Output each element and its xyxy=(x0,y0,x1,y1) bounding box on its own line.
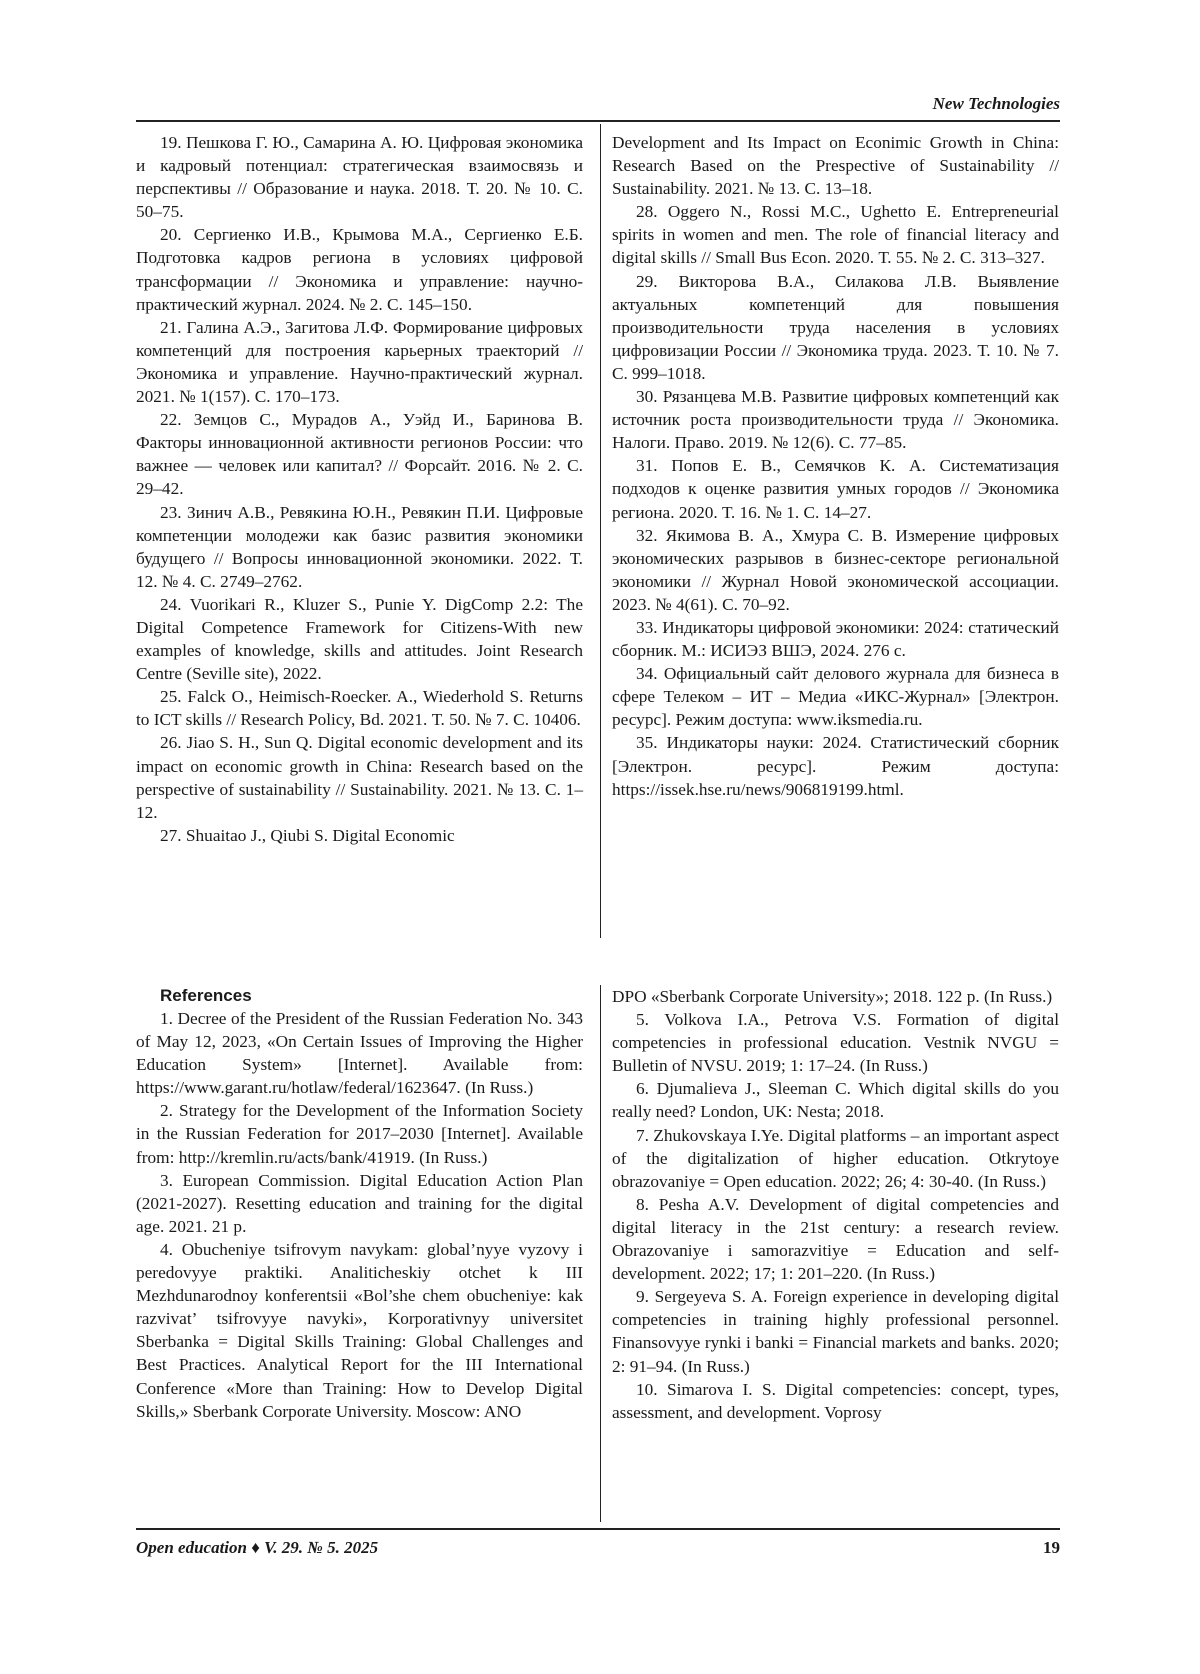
column-divider xyxy=(600,985,601,1522)
reference-item: 7. Zhukovskaya I.Ye. Digital platforms – an important aspect of the digitalization of higher education. Otkrytoye obrazovaniye = Open education. 2022; 26; 4: 30-40. (In Russ.) xyxy=(612,1124,1059,1193)
section-title: New Technologies xyxy=(933,94,1060,114)
reference-item: 28. Oggero N., Rossi M.C., Ughetto E. Entrepreneurial spirits in women and men. The role of financial literacy and digital skills // Small Bus Econ. 2020. Т. 55. № 2. С. 313–327. xyxy=(612,200,1059,269)
references-left-column xyxy=(136,985,583,1423)
reference-item: 24. Vuorikari R., Kluzer S., Punie Y. DigComp 2.2: The Digital Competence Framework for Citizens-With new examples of knowledge, skills and attitudes. Joint Research Centre (Seville site), 2022. xyxy=(136,593,583,685)
page-footer xyxy=(136,1528,1060,1564)
page-number: 19 xyxy=(1043,1538,1060,1558)
reference-item: 21. Галина А.Э., Загитова Л.Ф. Формирование цифровых компетенций для построения карьерных траекторий // Экономика и управление. Научно-практический журнал. 2021. № 1(157). С. 170–173. xyxy=(136,316,583,408)
reference-item: 29. Викторова В.А., Силакова Л.В. Выявление актуальных компетенций для повышения производительности труда населения в условиях цифровизации России // Экономика труда. 2023. Т. 10. № 7. С. 999–1018. xyxy=(612,270,1059,385)
russian-refs-left-column xyxy=(136,131,583,847)
reference-continuation: Development and Its Impact on Econimic Growth in China: Research Based on the Prespective of Sustainability // Sustainability. 2021. № 13. С. 13–18. xyxy=(612,131,1059,200)
reference-item: 26. Jiao S. H., Sun Q. Digital economic development and its impact on economic growth in China: Research based on the perspective of sustainability // Sustainability. 2021. № 13. С. 1–12. xyxy=(136,731,583,823)
reference-item: 32. Якимова В. А., Хмура С. В. Измерение цифровых экономических разрывов в бизнес-секторе региональной экономики // Журнал Новой экономической ассоциации. 2023. № 4(61). С. 70–92. xyxy=(612,524,1059,616)
reference-item: 9. Sergeyeva S. A. Foreign experience in developing digital competencies in training highly professional personnel. Finansovyye rynki i banki = Financial markets and banks. 2020; 2: 91–94. (In Russ.) xyxy=(612,1285,1059,1377)
reference-item: 8. Pesha A.V. Development of digital competencies and digital literacy in the 21st century: a research review. Obrazovaniye i samorazvitiye = Education and self-development. 2022; 17; 1: 201–220. (In Russ.) xyxy=(612,1193,1059,1285)
reference-item: 2. Strategy for the Development of the Information Society in the Russian Federation for 2017–2030 [Internet]. Available from: http://kremlin.ru/acts/bank/41919. (In Russ.) xyxy=(136,1099,583,1168)
reference-item: 4. Obucheniye tsifrovym navykam: global’nyye vyzovy i peredovyye praktiki. Analiticheskiy otchet k III Mezhdunarodnoy konferentsii «Bol’she chem obucheniye: kak razvivat’ tsifrovyye navyki», Korporativnyy universitet Sberbanka = Digital Skills Training: Global Challenges and Best Practices. Analytical Report for the III International Conference «More than Training: How to Develop Digital Skills,» Sberbank Corporate University. Moscow: ANO xyxy=(136,1238,583,1423)
reference-item: 20. Сергиенко И.В., Крымова М.А., Сергиенко Е.Б. Подготовка кадров региона в условиях цифровой трансформации // Экономика и управление: научно-практический журнал. 2024. № 2. С. 145–150. xyxy=(136,223,583,315)
references-heading: References xyxy=(136,985,583,1007)
reference-item: 10. Simarova I. S. Digital competencies: concept, types, assessment, and development. Voprosy xyxy=(612,1378,1059,1424)
reference-item: 34. Официальный сайт делового журнала для бизнеса в сфере Телеком – ИТ – Медиа «ИКС-Журнал» [Электрон. ресурс]. Режим доступа: www.iksmedia.ru. xyxy=(612,662,1059,731)
reference-item: 35. Индикаторы науки: 2024. Статистический сборник [Электрон. ресурс]. Режим доступа: https://issek.hse.ru/news/906819199.html. xyxy=(612,731,1059,800)
reference-item: 27. Shuaitao J., Qiubi S. Digital Economic xyxy=(136,824,583,847)
reference-item: 31. Попов Е. В., Семячков К. А. Систематизация подходов к оценке развития умных городов // Экономика региона. 2020. Т. 16. № 1. С. 14–27. xyxy=(612,454,1059,523)
reference-item: 33. Индикаторы цифровой экономики: 2024: статический сборник. М.: ИСИЭЗ ВШЭ, 2024. 276 с. xyxy=(612,616,1059,662)
references-right-column xyxy=(612,985,1059,1424)
reference-item: 23. Зинич А.В., Ревякина Ю.Н., Ревякин П.И. Цифровые компетенции молодежи как базис развития экономики будущего // Вопросы инновационной экономики. 2022. Т. 12. № 4. С. 2749–2762. xyxy=(136,501,583,593)
russian-refs-right-column xyxy=(612,131,1059,801)
column-divider xyxy=(600,124,601,938)
reference-item: 25. Falck O., Heimisch-Roecker. A., Wiederhold S. Returns to ICT skills // Research Policy, Bd. 2021. Т. 50. № 7. С. 10406. xyxy=(136,685,583,731)
reference-item: 1. Decree of the President of the Russian Federation No. 343 of May 12, 2023, «On Certain Issues of Improving the Higher Education System» [Internet]. Available from: https://www.garant.ru/hotlaw/federal/1623647. (In Russ.) xyxy=(136,1007,583,1099)
reference-continuation: DPO «Sberbank Corporate University»; 2018. 122 p. (In Russ.) xyxy=(612,985,1059,1008)
reference-item: 5. Volkova I.A., Petrova V.S. Formation of digital competencies in professional education. Vestnik NVGU = Bulletin of NVSU. 2019; 1: 17–24. (In Russ.) xyxy=(612,1008,1059,1077)
journal-info: Open education ♦ V. 29. № 5. 2025 xyxy=(136,1538,378,1558)
reference-item: 19. Пешкова Г. Ю., Самарина А. Ю. Цифровая экономика и кадровый потенциал: стратегическая взаимосвязь и перспективы // Образование и наука. 2018. Т. 20. № 10. С. 50–75. xyxy=(136,131,583,223)
running-header xyxy=(136,94,1060,122)
reference-item: 3. European Commission. Digital Education Action Plan (2021-2027). Resetting education and training for the digital age. 2021. 21 p. xyxy=(136,1169,583,1238)
reference-item: 30. Рязанцева М.В. Развитие цифровых компетенций как источник роста производительности труда // Экономика. Налоги. Право. 2019. № 12(6). С. 77–85. xyxy=(612,385,1059,454)
reference-item: 22. Земцов С., Мурадов А., Уэйд И., Баринова В. Факторы инновационной активности регионов России: что важнее — человек или капитал? // Форсайт. 2016. № 2. С. 29–42. xyxy=(136,408,583,500)
reference-item: 6. Djumalieva J., Sleeman C. Which digital skills do you really need? London, UK: Nesta; 2018. xyxy=(612,1077,1059,1123)
